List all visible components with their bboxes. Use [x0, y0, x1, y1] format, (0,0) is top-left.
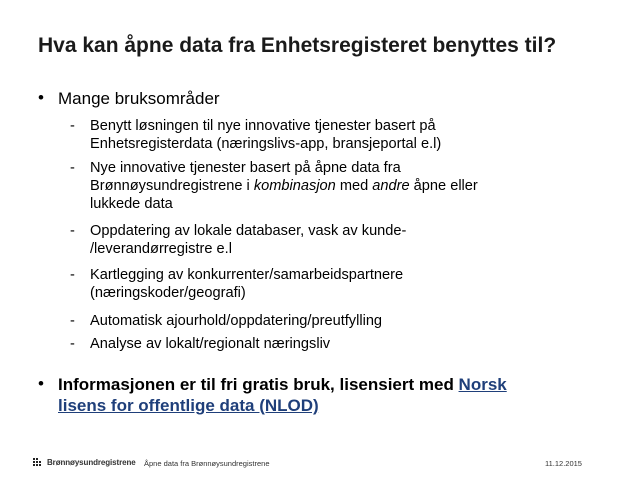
- emphasis-kombinasjon: kombinasjon: [253, 178, 336, 195]
- sub-item-3: [70, 222, 600, 258]
- brreg-logo-text: Brønnøysundregistrene: [47, 458, 136, 467]
- sub-item-6-line-1: Analyse av lokalt/regionalt næringsliv: [90, 336, 331, 352]
- sub-item-2-line-1: Nye innovative tjenester basert på åpne data fra: [90, 160, 401, 176]
- emphasis-andre: andre: [372, 178, 410, 195]
- sub-item-2-line-2-post: åpne eller: [409, 178, 478, 195]
- sub-item-3-line-1: Oppdatering av lokale databaser, vask av kunde-: [90, 223, 407, 239]
- sub-item-5: [70, 312, 600, 330]
- sub-item-2-line-3: lukkede data: [90, 196, 173, 213]
- sub-item-6: [70, 335, 600, 353]
- sub-item-2-line-2-mid: med: [335, 178, 373, 195]
- sub-item-4-line-2: (næringskoder/geografi): [90, 285, 246, 302]
- sub-item-3-line-2: /leverandørregistre e.l: [90, 241, 232, 258]
- brreg-logo: [33, 458, 136, 467]
- bullet-text: Mange bruksområder: [58, 89, 220, 108]
- sub-item-1: [70, 117, 600, 153]
- footer-date: 11.12.2015: [545, 459, 582, 468]
- footer-caption: Åpne data fra Brønnøysundregistrene: [144, 459, 270, 468]
- sub-item-4: [70, 266, 600, 302]
- bullet-2-text: Informasjonen er til fri gratis bruk, lisensiert med: [58, 375, 459, 394]
- nlod-link-part-1[interactable]: Norsk: [458, 375, 507, 394]
- bullet-marker: •: [38, 374, 44, 393]
- bullet-marker: •: [38, 88, 44, 107]
- dash-marker: -: [70, 223, 75, 239]
- sub-item-2: [70, 159, 600, 214]
- slide-footer: [0, 454, 638, 474]
- sub-item-4-line-1: Kartlegging av konkurrenter/samarbeidspartnere: [90, 267, 404, 283]
- sub-item-1-line-2: Enhetsregisterdata (næringslivs-app, bransjeportal e.l): [90, 136, 442, 153]
- sub-item-1-line-1: Benytt løsningen til nye innovative tjenester basert på: [90, 118, 436, 134]
- slide-title: Hva kan åpne data fra Enhetsregisteret benyttes til?: [38, 34, 557, 57]
- sub-item-2-line-2-pre: Brønnøysundregistrene i: [90, 178, 254, 195]
- dash-marker: -: [70, 160, 75, 176]
- brreg-logo-icon: [33, 458, 43, 467]
- sub-item-5-line-1: Automatisk ajourhold/oppdatering/preutfylling: [90, 313, 383, 329]
- dash-marker: -: [70, 336, 75, 352]
- dash-marker: -: [70, 267, 75, 283]
- bullet-2: [38, 374, 598, 416]
- nlod-link-part-2[interactable]: lisens for offentlige data (NLOD): [58, 396, 319, 415]
- dash-marker: -: [70, 313, 75, 329]
- bullet-1: [38, 88, 220, 109]
- dash-marker: -: [70, 118, 75, 134]
